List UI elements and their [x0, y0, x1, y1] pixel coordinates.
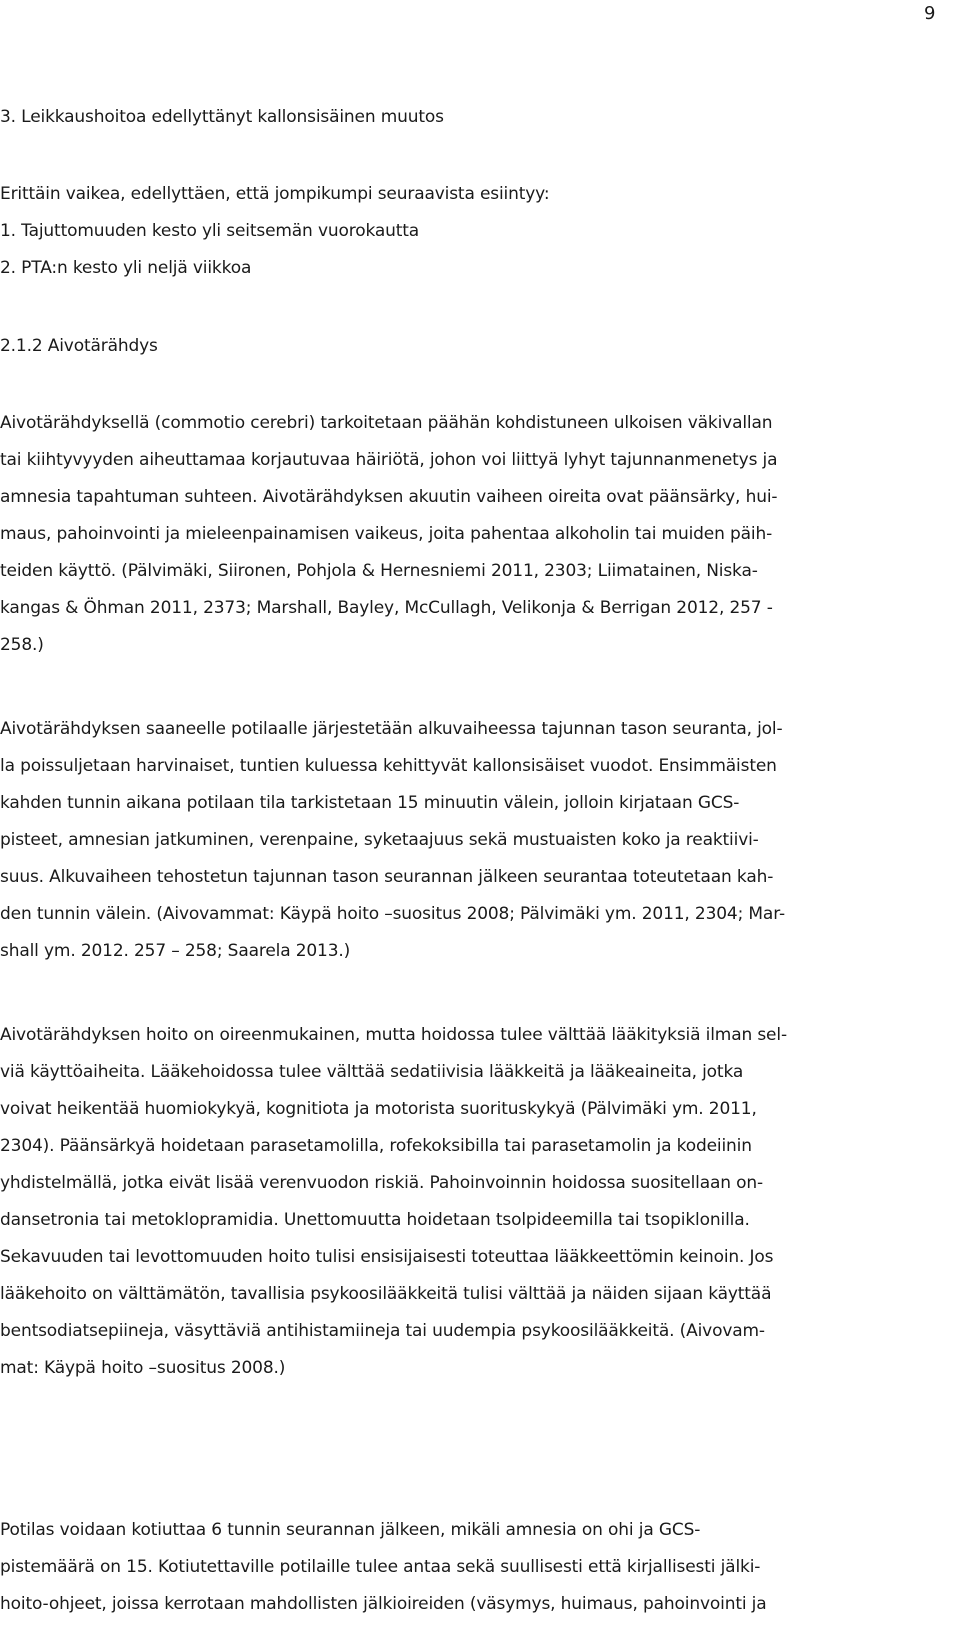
section-title: 2.1.2 Aivotärähdys: [0, 336, 158, 356]
text-line: hoito-ohjeet, joissa kerrotaan mahdollisten jälkioireiden (väsymys, huimaus, pahoinvointi ja: [0, 1594, 767, 1614]
text-line: viä käyttöaiheita. Lääkehoidossa tulee välttää sedatiivisia lääkkeitä ja lääkeaineita, jotka: [0, 1062, 744, 1082]
text-line: Aivotärähdyksen hoito on oireenmukainen, mutta hoidossa tulee välttää lääkityksiä ilman sel-: [0, 1025, 787, 1045]
list-item: 2. PTA:n kesto yli neljä viikkoa: [0, 258, 252, 278]
text-line: dansetronia tai metoklopramidia. Unettomuutta hoidetaan tsolpideemilla tai tsopiklonilla.: [0, 1210, 750, 1230]
list-item-heading-3: [0, 105, 960, 129]
text-line: teiden käyttö. (Pälvimäki, Siironen, Pohjola & Hernesniemi 2011, 2303; Liimatainen, Niska-: [0, 561, 758, 581]
section-heading: [0, 334, 960, 358]
criteria-block: [0, 182, 960, 280]
text-line: voivat heikentää huomiokykyä, kognitiota ja motorista suorituskykyä (Pälvimäki ym. 2011,: [0, 1099, 757, 1119]
text-line: Potilas voidaan kotiuttaa 6 tunnin seurannan jälkeen, mikäli amnesia on ohi ja GCS-: [0, 1520, 701, 1540]
text-line: amnesia tapahtuman suhteen. Aivotärähdyksen akuutin vaiheen oireita ovat päänsärky, hui-: [0, 487, 778, 507]
text-line: yhdistelmällä, jotka eivät lisää verenvuodon riskiä. Pahoinvoinnin hoidossa suositellaan on-: [0, 1173, 764, 1193]
text-line: suus. Alkuvaiheen tehostetun tajunnan tason seurannan jälkeen seurantaa toteutetaan kah-: [0, 867, 774, 887]
paragraph: [0, 1023, 960, 1393]
text-line: la poissuljetaan harvinaiset, tuntien kuluessa kehittyvät kallonsisäiset vuodot. Ensimmäisten: [0, 756, 777, 776]
paragraph: [0, 1518, 960, 1629]
text-line: 2304). Päänsärkyä hoidetaan parasetamolilla, rofekoksibilla tai parasetamolin ja kodeiinin: [0, 1136, 752, 1156]
text-line: tai kiihtyvyyden aiheuttamaa korjautuvaa häiriötä, johon voi liittyä lyhyt tajunnanmenetys ja: [0, 450, 778, 470]
text-line: Sekavuuden tai levottomuuden hoito tulisi ensisijaisesti toteuttaa lääkkeettömin keinoin. Jos: [0, 1247, 774, 1267]
text-line: Aivotärähdyksen saaneelle potilaalle järjestetään alkuvaiheessa tajunnan tason seuranta, jol-: [0, 719, 783, 739]
text-line: shall ym. 2012. 257 – 258; Saarela 2013.): [0, 941, 351, 961]
text-line: Erittäin vaikea, edellyttäen, että jompikumpi seuraavista esiintyy:: [0, 184, 550, 204]
text-line: 258.): [0, 635, 44, 655]
text-line: kangas & Öhman 2011, 2373; Marshall, Bayley, McCullagh, Velikonja & Berrigan 2012, 257 -: [0, 598, 773, 618]
list-item: 1. Tajuttomuuden kesto yli seitsemän vuorokautta: [0, 221, 420, 241]
text-line: pisteet, amnesian jatkuminen, verenpaine, syketaajuus sekä mustuaisten koko ja reaktiivi-: [0, 830, 759, 850]
text-line: den tunnin välein. (Aivovammat: Käypä hoito –suositus 2008; Pälvimäki ym. 2011, 2304; Mar-: [0, 904, 785, 924]
text-line: 3. Leikkaushoitoa edellyttänyt kallonsisäinen muutos: [0, 107, 444, 127]
page-number: 9: [924, 3, 936, 24]
text-line: mat: Käypä hoito –suositus 2008.): [0, 1358, 286, 1378]
text-line: lääkehoito on välttämätön, tavallisia psykoosilääkkeitä tulisi välttää ja näiden sijaan käyttää: [0, 1284, 772, 1304]
text-line: Aivotärähdyksellä (commotio cerebri) tarkoitetaan päähän kohdistuneen ulkoisen väkivallan: [0, 413, 773, 433]
text-line: bentsodiatsepiineja, väsyttäviä antihistamiineja tai uudempia psykoosilääkkeitä. (Aivovam-: [0, 1321, 765, 1341]
text-line: kahden tunnin aikana potilaan tila tarkistetaan 15 minuutin välein, jolloin kirjataan GCS-: [0, 793, 740, 813]
text-line: pistemäärä on 15. Kotiutettaville potilaille tulee antaa sekä suullisesti että kirjallisesti jälki-: [0, 1557, 761, 1577]
paragraph: [0, 411, 960, 670]
text-line: maus, pahoinvointi ja mieleenpainamisen vaikeus, joita pahentaa alkoholin tai muiden päih-: [0, 524, 773, 544]
paragraph: [0, 717, 960, 976]
